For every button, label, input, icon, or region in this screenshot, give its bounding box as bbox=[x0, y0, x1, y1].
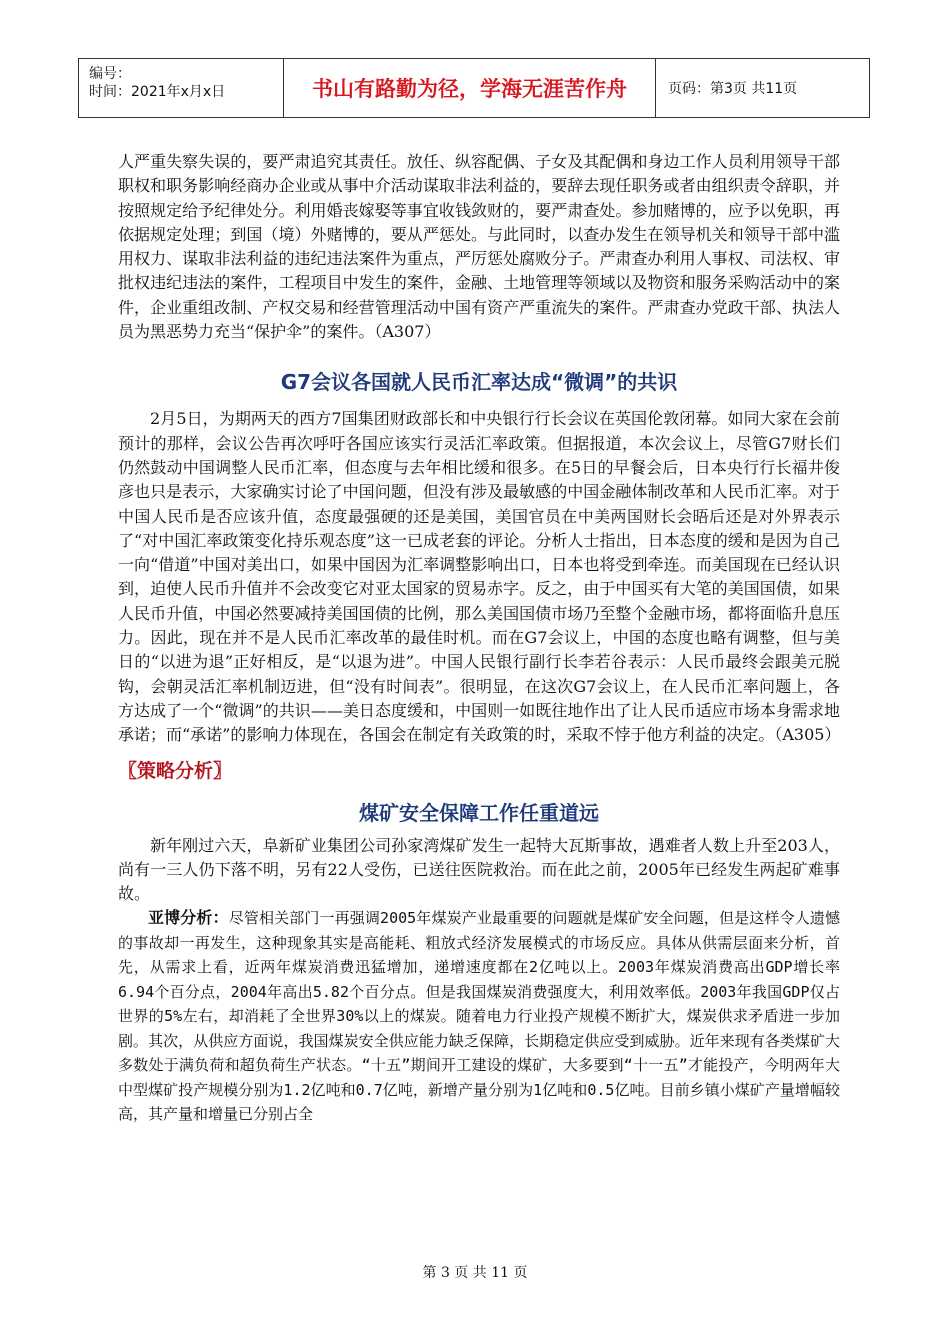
g7-article-title: G7会议各国就人民币汇率达成“微调”的共识 bbox=[280, 370, 678, 395]
number-label: 编号： bbox=[89, 66, 131, 82]
document-body bbox=[118, 150, 840, 1127]
coal-article-title: 煤矿安全保障工作任重道远 bbox=[359, 800, 599, 825]
page-header bbox=[78, 58, 870, 118]
strategy-section-tag: 〖策略分析〗 bbox=[118, 759, 233, 782]
analysis-label: 亚博分析： bbox=[148, 908, 229, 928]
header-meta bbox=[79, 59, 284, 117]
page-footer: 第 3 页 共 11 页 bbox=[422, 1265, 528, 1281]
intro-paragraph: 人严重失察失误的，要严肃追究其责任。放任、纵容配偶、子女及其配偶和身边工作人员利用领导干部职权和职务影响经商办企业或从事中介活动谋取非法利益的，要辞去现任职务或者由组织责令辞职，并按照规定给予纪律处分。利用婚丧嫁娶等事宜收钱敛财的，要严肃查处。参加赌博的，应予以免职，再依据规定处理；到国（境）外赌博的，要从严惩处。与此同时，以查办发生在领导机关和领导干部中滥用权力、谋取非法利益的违纪违法案件为重点，严厉惩处腐败分子。严肃查办利用人事权、司法权、审批权违纪违法的案件，工程项目中发生的案件，金融、土地管理等领域以及物资和服务采购活动中的案件，企业重组改制、产权交易和经营管理活动中国有资产严重流失的案件。严肃查办党政干部、执法人员为黑恶势力充当“保护伞”的案件。（A307） bbox=[118, 152, 840, 342]
coal-article-body: 新年刚过六天，阜新矿业集团公司孙家湾煤矿发生一起特大瓦斯事故，遇难者人数上升至203人，尚有一三人仍下落不明，另有22人受伤，已送往医院救治。而在此之前，2005年已经发生两起矿难事故。 bbox=[118, 835, 840, 904]
header-motto: 书山有路勤为径，学海无涯苦作舟 bbox=[284, 59, 656, 117]
analysis-text: 尽管相关部门一再强调2005年煤炭产业最重要的问题就是煤矿安全问题，但是这样令人遗憾的事故却一再发生，这种现象其实是高能耗、粗放式经济发展模式的市场反应。具体从供需层面来分析，首先，从需求上看，近两年煤炭消费迅猛增加，递增速度都在2亿吨以上。2003年煤炭消费高出GDP增长率6.94个百分点，2004年高出5.82个百分点。但是我国煤炭消费强度大，利用效率低。2003年我国GDP仅占世界的5%左右，却消耗了全世界30%以上的煤炭。随着电力行业投产规模不断扩大，煤炭供求矛盾进一步加剧。其次，从供应方面说，我国煤炭安全供应能力缺乏保障，长期稳定供应受到威胁。近年来现有各类煤矿大多数处于满负荷和超负荷生产状态。“十五”期间开工建设的煤矿，大多要到“十一五”才能投产，今明两年大中型煤矿投产规模分别为1.2亿吨和0.7亿吨，新增产量分别为1亿吨和0.5亿吨。目前乡镇小煤矿产量增幅较高，其产量和增量已分别占全 bbox=[118, 909, 840, 1124]
header-page-info: 页码：第3页 共11页 bbox=[668, 81, 798, 97]
coal-analysis-paragraph bbox=[118, 906, 840, 1127]
time-label: 时间：2021年x月x日 bbox=[89, 84, 226, 100]
g7-article-body: 2月5日，为期两天的西方7国集团财政部长和中央银行行长会议在英国伦敦闭幕。如同大家在会前预计的那样，会议公告再次呼吁各国应该实行灵活汇率政策。但据报道，本次会议上，尽管G7财长们仍然鼓动中国调整人民币汇率，但态度与去年相比缓和很多。在5日的早餐会后，日本央行行长福井俊彦也只是表示，大家确实讨论了中国问题，但没有涉及最敏感的中国金融体制改革和人民币汇率。对于中国人民币是否应该升值，态度最强硬的还是美国，美国官员在中美两国财长会晤后还是对外界表示了“对中国汇率政策变化持乐观态度”这一已成老套的评论。分析人士指出，日本态度的缓和是因为自己一向“借道”中国对美出口，如果中国因为汇率调整影响出口，日本也将受到牵连。而美国现在已经认识到，迫使人民币升值并不会改变它对亚太国家的贸易赤字。反之，由于中国买有大笔的美国国债，如果人民币升值，中国必然要减持美国国债的比例，那么美国国债市场乃至整个金融市场，都将面临升息压力。因此，现在并不是人民币汇率改革的最佳时机。而在G7会议上，中国的态度也略有调整，但与美日的“以进为退”正好相反，是“以退为进”。中国人民银行副行长李若谷表示：人民币最终会跟美元脱钩，会朝灵活汇率机制迈进，但“没有时间表”。很明显，在这次G7会议上，在人民币汇率问题上，各方达成了一个“微调”的共识——美日态度缓和，中国则一如既往地作出了让人民币适应市场本身需求地承诺；而“承诺”的影响力体现在，各国会在制定有关政策的时，采取不悖于他方利益的决定。（A305） bbox=[118, 409, 841, 745]
